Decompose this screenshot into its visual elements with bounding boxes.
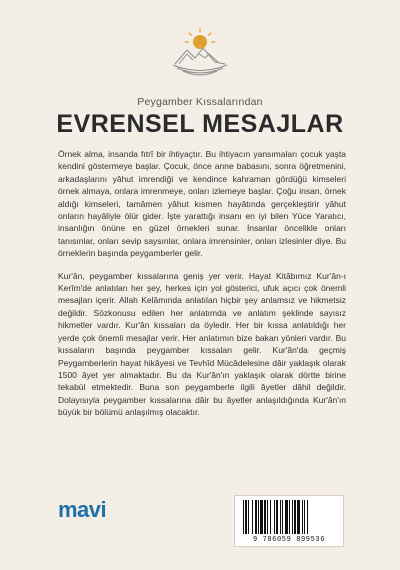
barcode-bar	[280, 500, 281, 534]
barcode-bar	[292, 500, 293, 534]
barcode-bar	[294, 500, 296, 534]
book-title: EVRENSEL MESAJLAR	[56, 110, 344, 138]
series-subtitle: Peygamber Kıssalarından	[137, 96, 263, 108]
barcode-bar	[258, 500, 259, 534]
barcode-bar	[243, 500, 244, 534]
blurb-paragraph: Kur'ân, peygamber kıssalarına geniş yer verir. Hayat Kitâbımız Kur'ân-ı Kerîm'de anlatılan her şey, herkes için yol gösterici, ufuk açıcı çok önemli mesajları içerir. Allah Kelâmında anlatılan hiçbir şey anlamsız ve hikmetsiz değildir. Sözkonusu edilen her anlatımda ve anlatım şeklinde sayısız hikmetler vardır. Kur'ân kıssaları da öyledir. Her bir kıssa anlatıldığı her yerde çok önemli mesajlar verir. Her anlatımın bize bakan yönleri vardır. Bu kıssaların başında peygamber kıssaları gelir. Kur'ân'da geçmiş Peygamberlerin hayat hikâyesi ve Tevhîd Mücâdelesine dâir yaklaşık olarak 1500 âyet yer almaktadır. Bu da Kur'ân'ın yaklaşık olarak dörtte birine tekabül etmektedir. Buna son peygamberle ilgili âyetler dâhil değildir. Dolayısıyla peygamber kıssalarına dâir bu âyetler anlaşıldığında Kur'ân'ın büyük bir bölümü anlaşılmış olacaktır.	[58, 270, 346, 418]
blurb-paragraph: Örnek alma, insanda fıtrî bir ihtiyaçtır. Bu ihtiyacın yansımaları çocuk yaşta kendini göstermeye başlar. Çocuk, önce anne babasını, sonra öğretmenini, arkadaşlarını yâhut imrendiği ve kendince kahraman gördüğü kimseleri örnek almaya, onlara imrenmeye, onları izlemeye başlar. Çoğu insan, örnek aldığı kimseleri, tamâmen yâhut kısmen hayâtında gerçekleştirir yâhut onların hayâliyle ölür gider. İşte yarattığı insanı en iyi bilen Yüce Yaratıcı, insanlığın önüne en güzel örnekleri sunar. İnsanlar öncelikle onları tanısınlar, onları sevip saysınlar, onlara imrensinler, onları izlesinler diye. Bu örneklerin başında peygamberler gelir.	[58, 149, 346, 259]
barcode-bars	[241, 500, 337, 534]
barcode-bar	[270, 500, 271, 534]
barcode-bar	[285, 500, 288, 534]
barcode-bar	[302, 500, 303, 534]
barcode-bar	[255, 500, 257, 534]
publisher-logo	[58, 499, 118, 533]
isbn-barcode	[234, 495, 344, 547]
barcode-bar	[264, 500, 266, 534]
barcode-bar	[297, 500, 300, 534]
barcode-bar	[252, 500, 253, 534]
barcode-bar	[248, 500, 249, 534]
sun-icon	[185, 29, 215, 49]
barcode-bar	[289, 500, 290, 534]
isbn-number: 9 786059 899536	[252, 536, 325, 544]
barcode-bar	[245, 500, 247, 534]
blurb-text	[58, 148, 346, 429]
barcode-bar	[276, 500, 278, 534]
barcode-bar	[282, 500, 283, 534]
barcode-bar	[260, 500, 263, 534]
publisher-logo-text: mavi	[58, 497, 107, 522]
barcode-bar	[307, 500, 308, 534]
barcode-bar	[304, 500, 305, 534]
mountain-sun-emblem	[165, 18, 235, 88]
mountains-icon	[173, 48, 227, 75]
barcode-bar	[267, 500, 268, 534]
barcode-bar	[274, 500, 275, 534]
